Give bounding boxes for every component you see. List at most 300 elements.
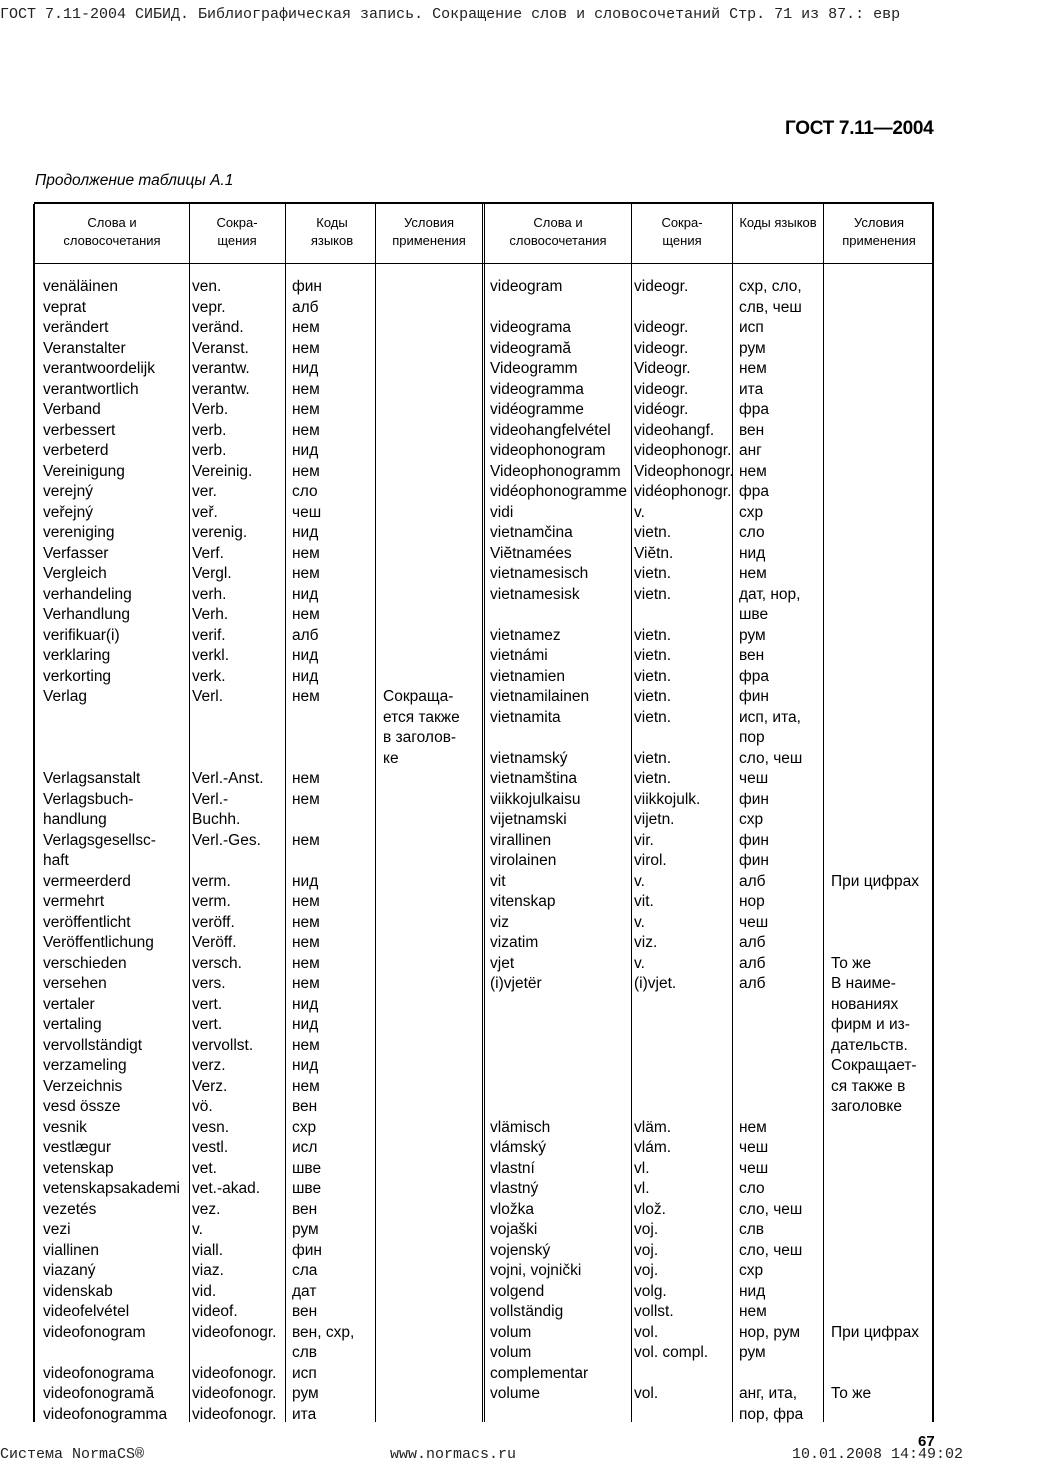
- lang-code-cell: чеш: [739, 1139, 769, 1156]
- column-header: Сокра-щения: [216, 215, 258, 248]
- term-cell: handlung: [43, 811, 107, 828]
- condition-cell: в заголов-: [383, 729, 457, 746]
- table-continuation-caption: Продолжение таблицы А.1: [35, 172, 234, 189]
- column-header: Коды языков: [739, 215, 817, 230]
- lang-code-cell: нид: [292, 442, 319, 459]
- abbrev-cell: videof.: [192, 1303, 238, 1320]
- term-cell: vidéogramme: [490, 401, 584, 418]
- lang-code-cell: вен: [292, 1098, 318, 1115]
- lang-code-cell: исп: [739, 319, 764, 336]
- abbrev-cell: Veranst.: [192, 339, 249, 357]
- term-cell: vietnamilainen: [490, 688, 590, 705]
- condition-cell: При цифрах: [831, 872, 920, 890]
- abbrev-cell: ven.: [192, 278, 222, 295]
- term-cell: viallinen: [43, 1241, 100, 1259]
- abbrev-cell: vol. compl.: [634, 1344, 709, 1361]
- footer-left: Система NormaCS®: [0, 1446, 145, 1463]
- lang-code-cell: нор: [739, 893, 765, 910]
- abbrev-cell: vijetn.: [634, 811, 675, 828]
- abbrev-cell: videogr.: [634, 278, 689, 295]
- lang-code-cell: алб: [739, 872, 766, 890]
- term-cell: Verband: [43, 401, 101, 418]
- lang-code-cell: нид: [292, 1016, 319, 1033]
- abbrev-cell: videofonogr.: [192, 1405, 277, 1423]
- abbrev-cell: Verl.: [192, 688, 224, 705]
- abbrev-cell: Vergl.: [192, 565, 232, 582]
- abbrev-cell: vervollst.: [192, 1036, 254, 1054]
- term-cell: volum: [490, 1344, 532, 1361]
- header-rule: [34, 263, 934, 264]
- abbrev-cell: v.: [634, 913, 645, 931]
- abbrev-cell: vlož.: [634, 1200, 666, 1218]
- term-cell: verbeterd: [43, 442, 109, 459]
- term-cell: vidéophonogramme: [490, 483, 628, 500]
- term-cell: viazaný: [43, 1262, 96, 1279]
- abbrev-cell: vietn.: [634, 524, 672, 541]
- lang-code-cell: исл: [292, 1139, 318, 1156]
- term-cell: volum: [490, 1323, 532, 1341]
- abbrev-cell: Verl.-Anst.: [192, 770, 264, 787]
- column-divider: [189, 204, 190, 1422]
- lang-code-cell: нем: [292, 831, 320, 849]
- abbrev-cell: Buchh.: [192, 811, 241, 828]
- lang-code-cell: фра: [739, 401, 769, 418]
- term-cell: vervollständigt: [43, 1036, 143, 1054]
- abbrev-cell: verb.: [192, 442, 227, 459]
- lang-code-cell: фра: [739, 483, 769, 500]
- lang-code-cell: чеш: [739, 913, 769, 931]
- footer-timestamp: 10.01.2008 14:49:02: [792, 1446, 964, 1463]
- abbrev-cell: verif.: [192, 626, 226, 644]
- term-cell: verhandeling: [43, 585, 132, 603]
- lang-code-cell: нем: [292, 770, 320, 787]
- abbrev-cell: videogr.: [634, 380, 689, 398]
- term-cell: vezetés: [43, 1200, 97, 1218]
- abbrev-cell: vl.: [634, 1180, 650, 1197]
- abbrev-cell: vietn.: [634, 565, 672, 582]
- term-cell: videofonograma: [43, 1364, 155, 1382]
- abbrev-cell: veř.: [192, 503, 218, 521]
- lang-code-cell: нем: [292, 913, 320, 931]
- condition-cell: То же: [831, 954, 872, 972]
- lang-code-cell: исп, ита,: [739, 708, 801, 726]
- abbrev-cell: vid.: [192, 1282, 217, 1300]
- table-border: [33, 204, 35, 1422]
- lang-code-cell: анг, ита,: [739, 1385, 798, 1402]
- term-cell: vereniging: [43, 524, 115, 541]
- abbrev-cell: verantw.: [192, 360, 250, 377]
- abbrev-cell: Videophonogr.: [634, 462, 734, 480]
- term-cell: verzameling: [43, 1057, 127, 1074]
- term-cell: virallinen: [490, 831, 552, 849]
- condition-cell: нованиях: [831, 995, 899, 1013]
- term-cell: vitenskap: [490, 893, 556, 910]
- term-cell: vertaling: [43, 1016, 102, 1033]
- term-cell: videograma: [490, 319, 571, 336]
- condition-cell: В наиме-: [831, 975, 896, 992]
- lang-code-cell: вен: [739, 421, 765, 439]
- lang-code-cell: пор: [739, 729, 765, 746]
- condition-cell: ке: [383, 749, 399, 767]
- lang-code-cell: фин: [739, 852, 769, 869]
- abbrev-cell: vepr.: [192, 298, 226, 316]
- lang-code-cell: нем: [292, 339, 320, 357]
- lang-code-cell: сло: [292, 483, 318, 500]
- lang-code-cell: схр: [739, 1262, 764, 1279]
- lang-code-cell: нем: [292, 462, 320, 480]
- abbrev-cell: vir.: [634, 831, 654, 849]
- term-cell: Verfasser: [43, 544, 109, 562]
- abbrev-cell: Verb.: [192, 401, 229, 418]
- term-cell: Verlagsbuch-: [43, 790, 134, 808]
- term-cell: (i)vjetër: [490, 975, 542, 992]
- condition-cell: То же: [831, 1385, 872, 1402]
- lang-code-cell: нем: [739, 565, 767, 582]
- abbrev-cell: Videogr.: [634, 360, 691, 377]
- abbrev-cell: verkl.: [192, 647, 230, 664]
- abbrev-cell: vidéophonogr.: [634, 483, 732, 500]
- term-cell: vietnamština: [490, 770, 578, 787]
- lang-code-cell: сло: [739, 1180, 765, 1197]
- abbrev-cell: vietn.: [634, 708, 672, 726]
- term-cell: volume: [490, 1385, 540, 1402]
- term-cell: verkorting: [43, 667, 112, 685]
- abbrev-cell: vol.: [634, 1323, 659, 1341]
- term-cell: videophonogram: [490, 442, 606, 459]
- term-cell: videofonogramă: [43, 1385, 155, 1402]
- abbrev-cell: videofonogr.: [192, 1323, 277, 1341]
- term-cell: vestlægur: [43, 1139, 112, 1156]
- column-divider: [285, 204, 286, 1422]
- abbrev-cell: v.: [192, 1221, 203, 1238]
- term-cell: Viĕtnamées: [490, 544, 572, 562]
- column-divider: [375, 204, 376, 1422]
- lang-code-cell: сло, чеш: [739, 1200, 803, 1218]
- abbrev-cell: Verh.: [192, 606, 229, 623]
- lang-code-cell: чеш: [739, 770, 769, 787]
- term-cell: videohangfelvétel: [490, 421, 611, 439]
- abbrev-cell: vietn.: [634, 688, 672, 705]
- abbrev-cell: verk.: [192, 667, 226, 685]
- lang-code-cell: фин: [292, 278, 322, 295]
- term-cell: Verlagsanstalt: [43, 770, 141, 787]
- abbrev-cell: videogr.: [634, 319, 689, 336]
- condition-cell: ся также в: [831, 1077, 906, 1095]
- term-cell: virolainen: [490, 852, 557, 869]
- lang-code-cell: нид: [292, 667, 319, 685]
- lang-code-cell: нем: [292, 790, 320, 808]
- lang-code-cell: фин: [292, 1241, 322, 1259]
- lang-code-cell: фин: [739, 790, 769, 808]
- lang-code-cell: нид: [292, 524, 319, 541]
- standard-title: ГОСТ 7.11—2004: [785, 118, 934, 139]
- term-cell: vložka: [490, 1200, 534, 1218]
- abbrev-cell: vit.: [634, 893, 654, 910]
- abbrev-cell: verh.: [192, 585, 227, 603]
- term-cell: vidi: [490, 503, 514, 521]
- abbrev-cell: vidéogr.: [634, 401, 689, 418]
- term-cell: videofelvétel: [43, 1303, 130, 1320]
- term-cell: verantwortlich: [43, 380, 139, 398]
- abbrev-cell: ver.: [192, 483, 217, 500]
- term-cell: Vereinigung: [43, 462, 125, 480]
- lang-code-cell: нем: [292, 606, 320, 623]
- lang-code-cell: сло, чеш: [739, 749, 803, 767]
- abbrev-cell: vläm.: [634, 1118, 672, 1136]
- term-cell: verschieden: [43, 954, 127, 972]
- abbrev-cell: Verl.-: [192, 790, 229, 808]
- lang-code-cell: нем: [292, 401, 320, 418]
- lang-code-cell: нид: [292, 1057, 319, 1074]
- lang-code-cell: нем: [739, 1303, 767, 1320]
- column-header: Сокра-щения: [661, 215, 703, 248]
- column-header: Слова и словосочетания: [509, 215, 607, 248]
- term-cell: videogramma: [490, 380, 584, 398]
- abbrev-cell: v.: [634, 872, 645, 890]
- term-cell: verejný: [43, 483, 93, 500]
- lang-code-cell: рум: [739, 339, 766, 357]
- lang-code-cell: шве: [292, 1180, 322, 1197]
- lang-code-cell: слв: [292, 1344, 318, 1361]
- condition-cell: ется также: [383, 708, 460, 726]
- lang-code-cell: фин: [739, 688, 769, 705]
- abbrev-cell: voj.: [634, 1262, 659, 1279]
- lang-code-cell: нем: [292, 544, 320, 562]
- lang-code-cell: нид: [292, 360, 319, 377]
- lang-code-cell: рум: [292, 1385, 319, 1402]
- column-divider: [482, 204, 485, 1422]
- term-cell: vlámský: [490, 1139, 546, 1156]
- abbrev-cell: vollst.: [634, 1303, 674, 1320]
- abbrev-cell: vet.-akad.: [192, 1180, 261, 1197]
- lang-code-cell: схр, сло,: [739, 278, 802, 295]
- condition-cell: заголовке: [831, 1098, 902, 1115]
- term-cell: vojni, vojnički: [490, 1262, 582, 1279]
- abbrev-cell: vietn.: [634, 626, 672, 644]
- abbrev-cell: videofonogr.: [192, 1385, 277, 1402]
- lang-code-cell: нем: [292, 421, 320, 439]
- term-cell: videofonogram: [43, 1323, 146, 1341]
- lang-code-cell: шве: [739, 606, 769, 623]
- term-cell: vollständig: [490, 1303, 564, 1320]
- abbrev-cell: vestl.: [192, 1139, 229, 1156]
- abbrev-cell: viaz.: [192, 1262, 224, 1279]
- lang-code-cell: рум: [739, 626, 766, 644]
- lang-code-cell: нем: [292, 319, 320, 336]
- condition-cell: фирм и из-: [831, 1016, 910, 1033]
- abbrev-cell: verenig.: [192, 524, 248, 541]
- term-cell: vietnamita: [490, 708, 561, 726]
- abbrev-cell: Veröff.: [192, 934, 237, 951]
- abbrev-cell: Verl.-Ges.: [192, 831, 261, 849]
- abbrev-cell: Vereinig.: [192, 462, 253, 480]
- term-cell: Vergleich: [43, 565, 107, 582]
- abbrev-cell: virol.: [634, 852, 667, 869]
- abbrev-cell: Verz.: [192, 1077, 228, 1095]
- term-cell: vezi: [43, 1221, 71, 1238]
- term-cell: vesd össze: [43, 1098, 121, 1115]
- abbrev-cell: vert.: [192, 995, 223, 1013]
- lang-code-cell: нем: [292, 934, 320, 951]
- abbrev-cell: viall.: [192, 1241, 224, 1259]
- lang-code-cell: нем: [292, 893, 320, 910]
- abbrev-cell: vietn.: [634, 770, 672, 787]
- lang-code-cell: анг: [739, 442, 762, 459]
- abbrev-cell: Viĕtn.: [634, 544, 674, 562]
- lang-code-cell: сло, чеш: [739, 1241, 803, 1259]
- term-cell: veröffentlicht: [43, 913, 131, 931]
- term-cell: veřejný: [43, 503, 93, 521]
- term-cell: vizatim: [490, 934, 539, 951]
- term-cell: Verzeichnis: [43, 1077, 123, 1095]
- condition-cell: дательств.: [831, 1036, 908, 1054]
- lang-code-cell: вен: [739, 647, 765, 664]
- term-cell: vermehrt: [43, 893, 105, 910]
- term-cell: vertaler: [43, 995, 95, 1013]
- abbrev-cell: vers.: [192, 975, 226, 992]
- term-cell: Verlagsgesellsc-: [43, 831, 156, 849]
- abbrev-cell: v.: [634, 503, 645, 521]
- abbrev-cell: vietn.: [634, 749, 672, 767]
- term-cell: vietnamesisk: [490, 585, 580, 603]
- lang-code-cell: алб: [739, 934, 766, 951]
- abbrev-cell: videofonogr.: [192, 1364, 277, 1382]
- term-cell: videogram: [490, 278, 563, 295]
- lang-code-cell: вен: [292, 1200, 318, 1218]
- lang-code-cell: нем: [292, 380, 320, 398]
- abbrev-cell: versch.: [192, 954, 242, 972]
- lang-code-cell: нид: [739, 544, 766, 562]
- table-border: [932, 204, 934, 1422]
- lang-code-cell: чеш: [739, 1159, 769, 1177]
- lang-code-cell: нем: [739, 360, 767, 377]
- abbrev-cell: videophonogr.: [634, 442, 732, 459]
- term-cell: vit: [490, 872, 506, 890]
- abbrev-cell: vietn.: [634, 585, 672, 603]
- column-header: Коды языков: [310, 215, 354, 248]
- lang-code-cell: исп: [292, 1364, 317, 1382]
- lang-code-cell: сла: [292, 1262, 318, 1279]
- lang-code-cell: нем: [292, 975, 320, 992]
- abbrev-cell: voj.: [634, 1241, 659, 1259]
- lang-code-cell: алб: [292, 626, 319, 644]
- abbrev-cell: veröff.: [192, 913, 235, 931]
- lang-code-cell: шве: [292, 1159, 322, 1177]
- lang-code-cell: нем: [739, 1118, 767, 1136]
- lang-code-cell: фра: [739, 667, 769, 685]
- lang-code-cell: вен, схр,: [292, 1323, 355, 1341]
- lang-code-cell: нор, рум: [739, 1323, 801, 1341]
- term-cell: vlastný: [490, 1180, 539, 1197]
- footer-url: www.normacs.ru: [390, 1446, 517, 1463]
- abbrev-cell: verm.: [192, 893, 231, 910]
- lang-code-cell: нид: [292, 647, 319, 664]
- term-cell: vesnik: [43, 1118, 87, 1136]
- lang-code-cell: фин: [739, 831, 769, 849]
- term-cell: vietnamesisch: [490, 565, 589, 582]
- term-cell: Verhandlung: [43, 606, 131, 623]
- lang-code-cell: слв: [739, 1221, 765, 1238]
- abbrev-cell: verm.: [192, 872, 231, 890]
- lang-code-cell: дат: [292, 1282, 317, 1300]
- lang-code-cell: нем: [292, 1077, 320, 1095]
- term-cell: haft: [43, 852, 69, 869]
- column-divider: [631, 204, 632, 1422]
- term-cell: vietnamčina: [490, 524, 573, 541]
- abbrev-cell: voj.: [634, 1221, 659, 1238]
- term-cell: vjet: [490, 954, 515, 972]
- abbrev-cell: viz.: [634, 934, 658, 951]
- term-cell: vietnamien: [490, 667, 565, 685]
- lang-code-cell: нем: [739, 462, 767, 480]
- lang-code-cell: нид: [292, 585, 319, 603]
- abbrev-cell: (i)vjet.: [634, 975, 677, 992]
- lang-code-cell: дат, нор,: [739, 585, 801, 603]
- abbrev-cell: veränd.: [192, 319, 244, 336]
- abbrev-cell: videohangf.: [634, 421, 715, 439]
- abbrev-cell: v.: [634, 954, 645, 972]
- lang-code-cell: рум: [292, 1221, 319, 1238]
- abbrev-cell: vol.: [634, 1385, 659, 1402]
- abbrev-cell: verantw.: [192, 380, 250, 398]
- lang-code-cell: вен: [292, 1303, 318, 1320]
- lang-code-cell: нид: [292, 995, 319, 1013]
- lang-code-cell: схр: [739, 811, 764, 828]
- abbrev-cell: viikkojulk.: [634, 790, 701, 808]
- lang-code-cell: схр: [292, 1118, 317, 1136]
- abbrev-cell: vet.: [192, 1159, 217, 1177]
- condition-cell: При цифрах: [831, 1323, 920, 1341]
- term-cell: complementar: [490, 1364, 589, 1382]
- lang-code-cell: чеш: [292, 503, 322, 521]
- lang-code-cell: рум: [739, 1344, 766, 1361]
- term-cell: verifikuar(i): [43, 626, 120, 644]
- abbrev-cell: vl.: [634, 1159, 650, 1177]
- term-cell: verändert: [43, 319, 109, 336]
- lang-code-cell: нем: [292, 1036, 320, 1054]
- term-cell: vlämisch: [490, 1118, 551, 1136]
- lang-code-cell: нид: [739, 1282, 766, 1300]
- term-cell: verbessert: [43, 421, 116, 439]
- browser-header: ГОСТ 7.11-2004 СИБИД. Библиографическая запись. Сокращение слов и словосочетаний Стр. 71 из 87.: евр: [0, 6, 901, 23]
- term-cell: videogramă: [490, 339, 571, 357]
- abbrev-cell: Verf.: [192, 544, 224, 562]
- abbrev-cell: vlám.: [634, 1139, 672, 1156]
- term-cell: Videogramm: [490, 360, 578, 377]
- term-cell: volgend: [490, 1282, 545, 1300]
- abbrev-cell: videogr.: [634, 339, 689, 357]
- column-header: Слова и словосочетания: [63, 215, 161, 248]
- column-header: Условия применения: [392, 215, 466, 248]
- lang-code-cell: схр: [739, 503, 764, 521]
- lang-code-cell: пор, фра: [739, 1405, 804, 1423]
- column-divider: [823, 204, 824, 1422]
- column-divider: [732, 204, 733, 1422]
- term-cell: vijetnamski: [490, 811, 567, 828]
- term-cell: vetenskapsakademi: [43, 1180, 180, 1197]
- lang-code-cell: алб: [739, 975, 766, 992]
- term-cell: videofonogramma: [43, 1405, 168, 1423]
- term-cell: verantwoordelijk: [43, 360, 155, 377]
- term-cell: Veröffentlichung: [43, 934, 154, 951]
- term-cell: Veranstalter: [43, 339, 126, 357]
- term-cell: vojenský: [490, 1241, 551, 1259]
- abbrev-cell: verz.: [192, 1057, 226, 1074]
- term-cell: vermeerderd: [43, 872, 131, 890]
- term-cell: versehen: [43, 975, 107, 992]
- abbrev-cell: vö.: [192, 1098, 213, 1115]
- lang-code-cell: сло: [739, 524, 765, 541]
